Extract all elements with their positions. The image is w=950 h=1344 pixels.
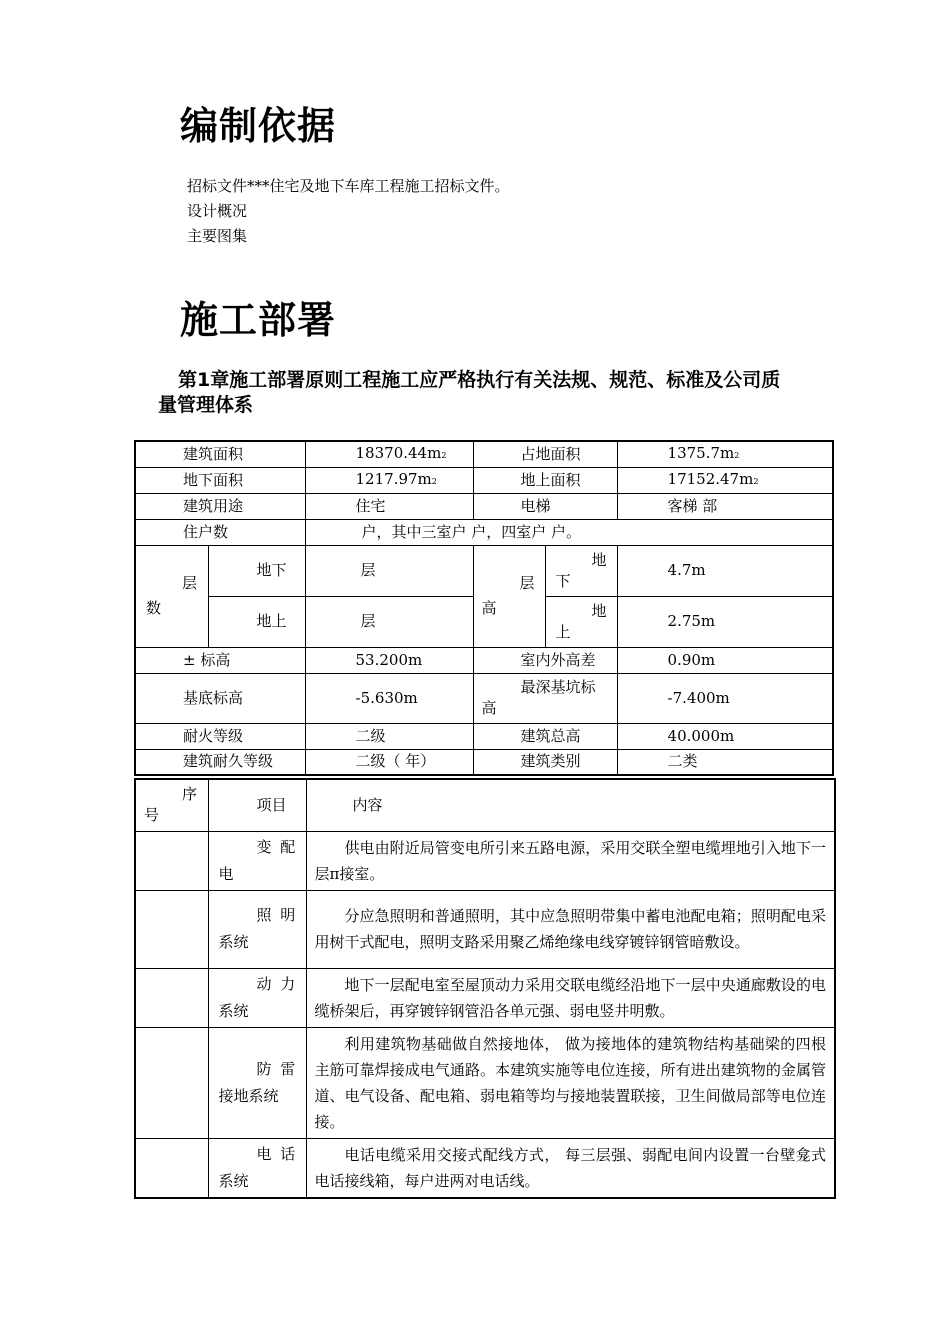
overview-table (134, 440, 834, 776)
value-fire-rating: 二级 (305, 723, 473, 749)
label-height-under (545, 545, 617, 596)
basis-item-2: 设计概况 (187, 202, 248, 220)
label-floors-under: 地下 (208, 545, 305, 596)
label-underground-area: 地下面积 (135, 467, 305, 493)
table-row (135, 519, 833, 545)
row-item (208, 968, 306, 1027)
value-height-above: 2.75m (617, 596, 833, 647)
row-item-a: 变 配 (256, 837, 298, 856)
value-land-area: 1375.7m2 (617, 441, 833, 467)
value-floors-under: 层 (305, 545, 473, 596)
value-elevation-diff: 0.90m (617, 647, 833, 673)
value-durability: 二级（ 年） (305, 749, 473, 775)
height-label-a: 层 (519, 574, 535, 592)
row-content: 供电由附近局管变电所引来五路电源，采用交联全塑电缆埋地引入地下一层π接室。 (306, 831, 835, 890)
row-no (135, 831, 208, 890)
table-row (135, 647, 833, 673)
value-floors-above: 层 (305, 596, 473, 647)
row-item-b: 系统 (218, 933, 249, 951)
row-item-a: 防 雷 (256, 1059, 298, 1078)
label-building-area: 建筑面积 (135, 441, 305, 467)
table-row (135, 493, 833, 519)
label-floors (135, 545, 208, 647)
height-under-a: 地 (591, 550, 607, 569)
value-usage: 住宅 (305, 493, 473, 519)
table-row (135, 890, 835, 968)
row-content: 利用建筑物基础做自然接地体， 做为接地体的建筑物结构基础梁的四根主筋可靠焊接成电气通路。本建筑实施等电位连接，所有进出建筑物的金属管道、电气设备、配电箱、弱电箱等均与接地装置联接，卫生间做局部等电位连接。 (306, 1027, 835, 1138)
table-row (135, 545, 833, 596)
floors-label-b: 数 (146, 599, 162, 617)
row-item-b: 接地系统 (218, 1086, 279, 1105)
label-usage: 建筑用途 (135, 493, 305, 519)
table-row (135, 968, 835, 1027)
value-aboveground-area: 17152.47m2 (617, 467, 833, 493)
header-content: 内容 (306, 779, 835, 831)
row-item (208, 890, 306, 968)
chapter-title (158, 368, 798, 418)
label-pit-elevation (473, 673, 617, 723)
basis-item-3: 主要图集 (187, 227, 248, 245)
floors-label-a: 层 (182, 574, 198, 592)
header-item: 项目 (208, 779, 306, 831)
height-under-b: 下 (555, 571, 571, 590)
label-households: 住户数 (135, 519, 305, 545)
label-durability: 建筑耐久等级 (135, 749, 305, 775)
value-total-height: 40.000m (617, 723, 833, 749)
table-row (135, 673, 833, 723)
height-above-b: 上 (555, 622, 571, 641)
row-item-b: 系统 (218, 1001, 249, 1020)
value-households: 户，其中三室户 户，四室户 户。 (305, 519, 833, 545)
table-row (135, 723, 833, 749)
label-base-elevation: 基底标高 (135, 673, 305, 723)
header-no (135, 779, 208, 831)
row-item-b: 电 (218, 864, 234, 883)
row-item (208, 1027, 306, 1138)
value-zero-elevation: 53.200m (305, 647, 473, 673)
table-row (135, 1138, 835, 1198)
row-item-a: 动 力 (256, 974, 298, 993)
table-row (135, 467, 833, 493)
height-above-a: 地 (591, 601, 607, 620)
label-land-area: 占地面积 (473, 441, 617, 467)
table-row (135, 779, 835, 831)
value-building-class: 二类 (617, 749, 833, 775)
label-height (473, 545, 545, 647)
pit-elevation-a: 最深基坑标 (520, 678, 596, 696)
label-fire-rating: 耐火等级 (135, 723, 305, 749)
label-building-class: 建筑类别 (473, 749, 617, 775)
row-item (208, 1138, 306, 1198)
label-aboveground-area: 地上面积 (473, 467, 617, 493)
label-zero-elevation: ± 标高 (135, 647, 305, 673)
heading-deployment: 施工部署 (180, 298, 337, 342)
label-elevator: 电梯 (473, 493, 617, 519)
value-pit-elevation: -7.400m (617, 673, 833, 723)
table-row (135, 831, 835, 890)
row-item-a: 照 明 (256, 906, 298, 924)
basis-item-1: 招标文件***住宅及地下车库工程施工招标文件。 (187, 177, 510, 195)
row-item-b: 系统 (218, 1171, 249, 1190)
table-row (135, 749, 833, 775)
row-no (135, 968, 208, 1027)
systems-table (134, 778, 836, 1199)
label-total-height: 建筑总高 (473, 723, 617, 749)
row-no (135, 890, 208, 968)
table-row (135, 441, 833, 467)
value-underground-area: 1217.97m2 (305, 467, 473, 493)
value-building-area: 18370.44m2 (305, 441, 473, 467)
height-label-b: 高 (481, 599, 497, 617)
header-no-b: 号 (144, 806, 160, 825)
row-content: 地下一层配电室至屋顶动力采用交联电缆经沿地下一层中央通廊敷设的电缆桥架后，再穿镀锌钢管沿各单元强、弱电竖井明敷。 (306, 968, 835, 1027)
heading-basis: 编制依据 (180, 104, 337, 148)
row-item (208, 831, 306, 890)
value-base-elevation: -5.630m (305, 673, 473, 723)
row-no (135, 1138, 208, 1198)
row-item-a: 电 话 (256, 1144, 298, 1163)
value-height-under: 4.7m (617, 545, 833, 596)
row-content: 分应急照明和普通照明，其中应急照明带集中蓄电池配电箱；照明配电采用树干式配电，照明支路采用聚乙烯绝缘电线穿镀锌钢管暗敷设。 (306, 890, 835, 968)
row-no (135, 1027, 208, 1138)
row-content: 电话电缆采用交接式配线方式， 每三层强、弱配电间内设置一台壁龛式电话接线箱，每户进两对电话线。 (306, 1138, 835, 1198)
label-elevation-diff: 室内外高差 (473, 647, 617, 673)
value-elevator: 客梯 部 (617, 493, 833, 519)
header-no-a: 序 (182, 785, 198, 804)
table-row (135, 1027, 835, 1138)
chapter-title-text: 第1章施工部署原则工程施工应严格执行有关法规、规范、标准及公司质量管理体系 (158, 369, 781, 416)
label-floors-above: 地上 (208, 596, 305, 647)
pit-elevation-b: 高 (481, 699, 497, 717)
label-height-above (545, 596, 617, 647)
